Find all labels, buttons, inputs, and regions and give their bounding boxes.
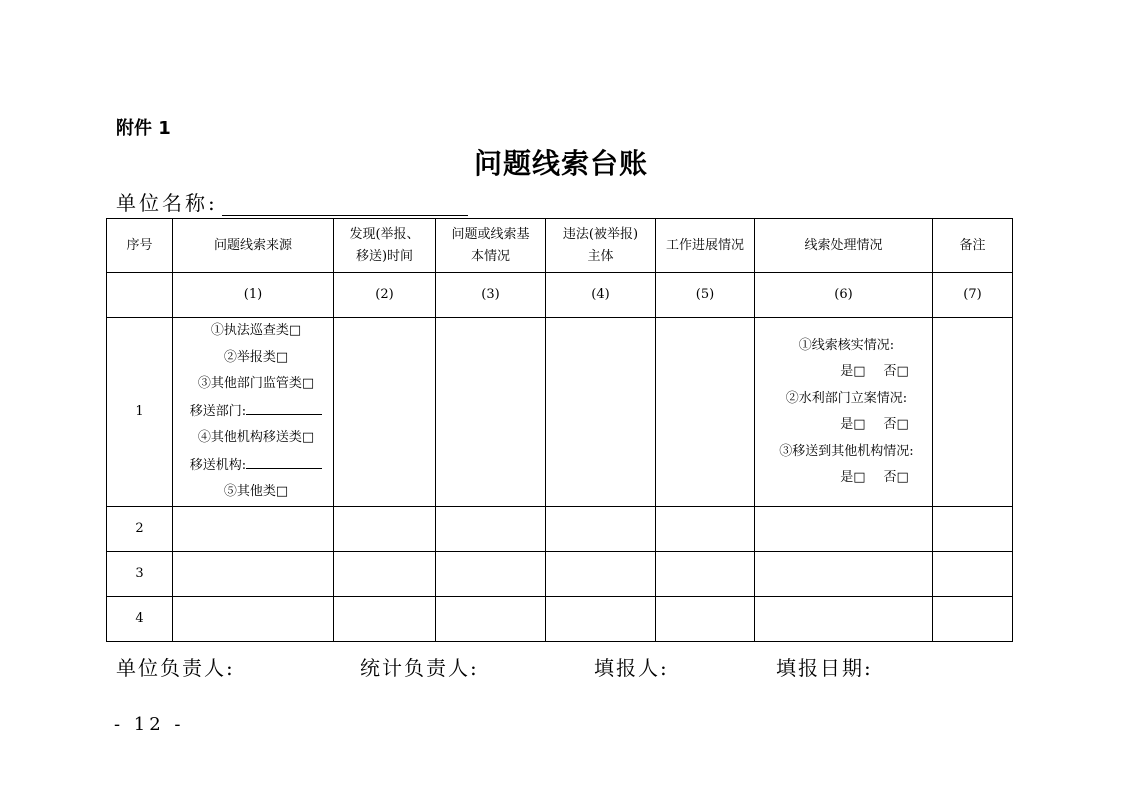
transfer-dept-label: 移送部门: (189, 403, 247, 419)
header-violator (546, 219, 656, 273)
header-basic-info-line1: 问题或线索基 (451, 226, 530, 242)
source-option-inspection[interactable]: ①执法巡查类□ (210, 323, 302, 339)
header-remarks: 备注 (933, 219, 1013, 273)
row-violator-cell[interactable] (546, 507, 656, 552)
header-found-time (334, 219, 436, 273)
yes-checkbox[interactable]: 是□ (840, 364, 866, 379)
row-basic-info-cell[interactable] (436, 597, 546, 642)
row-found-time-cell[interactable] (334, 552, 436, 597)
row-handling-cell[interactable] (755, 507, 933, 552)
row-found-time-cell[interactable] (334, 507, 436, 552)
header-basic-info (436, 219, 546, 273)
column-number-row (107, 273, 1013, 318)
no-checkbox[interactable]: 否□ (883, 470, 909, 485)
row-source-cell[interactable] (173, 552, 334, 597)
row-progress-cell[interactable] (656, 552, 755, 597)
header-seq: 序号 (107, 219, 173, 273)
row-seq: 2 (107, 507, 173, 552)
row-found-time-cell[interactable] (334, 318, 436, 507)
handling-q-transfer: ③移送到其他机构情况: (779, 443, 914, 459)
table-row (107, 318, 1013, 507)
row-progress-cell[interactable] (656, 318, 755, 507)
unit-head-label: 单位负责人: (116, 656, 235, 680)
transfer-org-label: 移送机构: (189, 457, 247, 473)
row-remarks-cell[interactable] (933, 597, 1013, 642)
page-number: - 12 - (114, 714, 185, 735)
source-option-other[interactable]: ⑤其他类□ (223, 484, 289, 500)
column-number-1: (1) (173, 273, 334, 318)
unit-name-blank[interactable] (222, 193, 468, 216)
header-progress: 工作进展情况 (656, 219, 755, 273)
transfer-dept-line (179, 398, 333, 426)
row-violator-cell[interactable] (546, 552, 656, 597)
handling-q-case-filing: ②水利部门立案情况: (785, 390, 908, 406)
handling-q-verification: ①线索核实情况: (798, 337, 895, 353)
row-remarks-cell[interactable] (933, 552, 1013, 597)
row-source-cell[interactable] (173, 507, 334, 552)
row-source-cell[interactable] (173, 597, 334, 642)
handling-choice-transfer (761, 465, 932, 492)
row-basic-info-cell[interactable] (436, 507, 546, 552)
row-handling-cell[interactable] (755, 597, 933, 642)
handling-choice-verification (761, 359, 932, 386)
handling-choice-case-filing (761, 412, 932, 439)
transfer-org-blank[interactable] (246, 452, 322, 469)
fill-date-label: 填报日期: (776, 656, 873, 680)
row-seq: 4 (107, 597, 173, 642)
attachment-label: 附件 1 (116, 118, 171, 139)
row-basic-info-cell[interactable] (436, 318, 546, 507)
row-violator-cell[interactable] (546, 318, 656, 507)
transfer-org-line (179, 452, 333, 480)
header-found-time-line2: 移送)时间 (355, 248, 414, 264)
no-checkbox[interactable]: 否□ (883, 364, 909, 379)
no-checkbox[interactable]: 否□ (883, 417, 909, 432)
row-basic-info-cell[interactable] (436, 552, 546, 597)
row-seq: 1 (107, 318, 173, 507)
table-row (107, 507, 1013, 552)
row-remarks-cell[interactable] (933, 507, 1013, 552)
row-found-time-cell[interactable] (334, 597, 436, 642)
page-title: 问题线索台账 (473, 147, 648, 180)
column-number-6: (6) (755, 273, 933, 318)
table-row (107, 552, 1013, 597)
header-handling: 线索处理情况 (755, 219, 933, 273)
column-number-4: (4) (546, 273, 656, 318)
row-progress-cell[interactable] (656, 597, 755, 642)
header-violator-line1: 违法(被举报) (562, 226, 639, 242)
filler-label: 填报人: (594, 656, 669, 680)
column-number-blank (107, 273, 173, 318)
stats-head-label: 统计负责人: (360, 656, 479, 680)
column-number-2: (2) (334, 273, 436, 318)
row-seq: 3 (107, 552, 173, 597)
transfer-dept-blank[interactable] (246, 398, 322, 415)
table-row (107, 597, 1013, 642)
unit-name-label: 单位名称: (116, 191, 218, 215)
header-row (107, 219, 1013, 273)
header-source: 问题线索来源 (173, 219, 334, 273)
header-violator-line2: 主体 (587, 248, 614, 264)
signature-line (0, 654, 1122, 682)
header-basic-info-line2: 本情况 (470, 248, 510, 264)
row-handling-cell[interactable] (755, 552, 933, 597)
header-found-time-line1: 发现(举报、 (349, 226, 420, 242)
column-number-3: (3) (436, 273, 546, 318)
column-number-5: (5) (656, 273, 755, 318)
unit-name-line (116, 190, 468, 216)
source-option-other-dept[interactable]: ③其他部门监管类□ (197, 376, 315, 392)
handling-cell (755, 318, 933, 507)
source-options-cell (173, 318, 334, 507)
ledger-table (106, 218, 1013, 642)
yes-checkbox[interactable]: 是□ (840, 470, 866, 485)
row-remarks-cell[interactable] (933, 318, 1013, 507)
yes-checkbox[interactable]: 是□ (840, 417, 866, 432)
row-progress-cell[interactable] (656, 507, 755, 552)
column-number-7: (7) (933, 273, 1013, 318)
source-option-report[interactable]: ②举报类□ (223, 349, 289, 365)
row-violator-cell[interactable] (546, 597, 656, 642)
source-option-other-org[interactable]: ④其他机构移送类□ (197, 430, 315, 446)
